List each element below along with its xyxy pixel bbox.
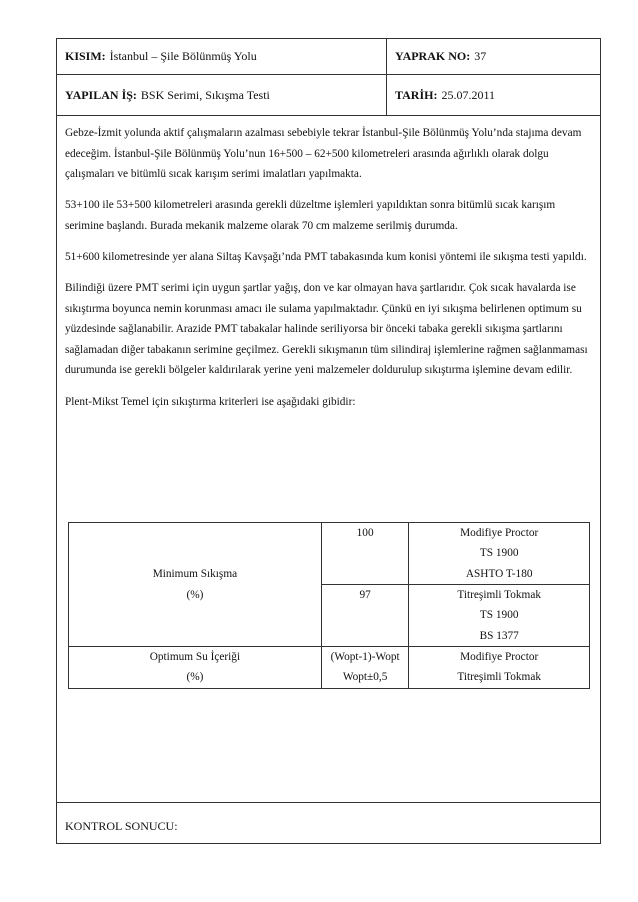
value-97-cell (321, 585, 409, 647)
paragraph: Bilindiği üzere PMT serimi için uygun şartlar yağış, don ve kar olmayan hava şartlarıdır. Çok sıcak havalarda ise sıkıştırma boyunca nemin korunması amacı ile sulama yapılmaktadır. Çünkü en iyi sıkışma belirlenen optimum su yüzdesinde sağlanabilir. Arazide PMT tabakalar halinde seriliyorsa bir önceki tabaka gerekli sıkışma şartlarını sağlamadan diğer tabakanın serimine geçilmez. Gerekli sıkışmanın tüm silindiraj işlemlerine rağmen sağlanmaması durumunda ise gerekli bölgeler kaldırılarak yerine yeni malzemeler doldurulup sıkıştırma işlemine devam edilir. (65, 282, 588, 377)
yaprak-label: YAPRAK NO: (395, 49, 471, 63)
paragraph: 51+600 kilometresinde yer alana Siltaş Kavşağı’nda PMT tabakasında kum konisi yöntemi ile sıkışma testi yapıldı. (65, 250, 587, 263)
kontrol-sonucu-label: KONTROL SONUCU: (65, 819, 178, 833)
opt-method-line: Titreşimli Tokmak (457, 671, 542, 684)
paragraph: Plent-Mikst Temel için sıkıştırma kriterleri ise aşağıdaki gibidir: (65, 395, 356, 408)
tokmak-method-line: Titreşimli Tokmak (457, 589, 542, 601)
opt-method-line: Modifiye Proctor (460, 651, 539, 663)
min-compaction-unit: (%) (186, 588, 204, 601)
opt-value-line: Wopt±0,5 (342, 671, 388, 684)
yapilan-label: YAPILAN İŞ: (65, 87, 137, 102)
opt-value-line: (Wopt-1)-Wopt (330, 651, 400, 663)
proctor-method-line: Modifiye Proctor (460, 527, 539, 539)
value-97: 97 (359, 589, 371, 601)
value-100: 100 (356, 527, 374, 539)
report-body (65, 123, 595, 423)
kontrol-sonucu-section (57, 802, 600, 845)
yapilan-cell (57, 75, 387, 115)
tokmak-method-cell (409, 585, 590, 647)
tarih-cell (387, 75, 600, 115)
opt-value-cell (321, 647, 409, 689)
header-row-2 (57, 75, 600, 116)
header-row-1 (57, 39, 600, 75)
tarih-value: 25.07.2011 (441, 87, 496, 102)
paragraph: Gebze-İzmit yolunda aktif çalışmaların azalması sebebiyle tekrar İstanbul-Şile Bölünmüş Yolu’nda stajıma devam edeceğim. İstanbul-Şile Bölünmüş Yolu’nun 16+500 – 62+500 kilometreleri arasında ağırlıklı olarak dolgu çalışmaları ve bitümlü sıcak karışım serimi imalatları yapılmakta. (65, 127, 582, 181)
paragraph: 53+100 ile 53+500 kilometreleri arasında gerekli düzeltme işlemleri yapıldıktan sonra bitümlü sıcak karışım serimine başlandı. Burada mekanik malzeme olarak 70 cm malzeme serilmiş durumda. (65, 199, 556, 232)
opt-water-cell (69, 647, 322, 689)
tarih-label: TARİH: (395, 87, 438, 102)
yaprak-cell (387, 39, 600, 74)
min-compaction-label: Minimum Sıkışma (152, 568, 238, 581)
proctor-method-cell (409, 523, 590, 585)
yapilan-value: BSK Serimi, Sıkışma Testi (140, 87, 270, 102)
proctor-standard-line: TS 1900 (479, 547, 519, 560)
opt-method-cell (409, 647, 590, 689)
kisim-label: KISIM: (65, 49, 106, 63)
value-100-cell (321, 523, 409, 585)
min-compaction-cell (69, 523, 322, 647)
report-frame (56, 38, 601, 844)
yaprak-value: 37 (474, 49, 487, 63)
compaction-criteria-table (68, 522, 590, 689)
kisim-cell (57, 39, 387, 74)
proctor-standard-line: ASHTO T-180 (465, 567, 533, 580)
kisim-value: İstanbul – Şile Bölünmüş Yolu (109, 49, 257, 63)
opt-water-unit: (%) (186, 671, 204, 684)
tokmak-standard-line: BS 1377 (479, 629, 519, 642)
tokmak-standard-line: TS 1900 (479, 609, 519, 622)
opt-water-label: Optimum Su İçeriği (149, 651, 241, 663)
